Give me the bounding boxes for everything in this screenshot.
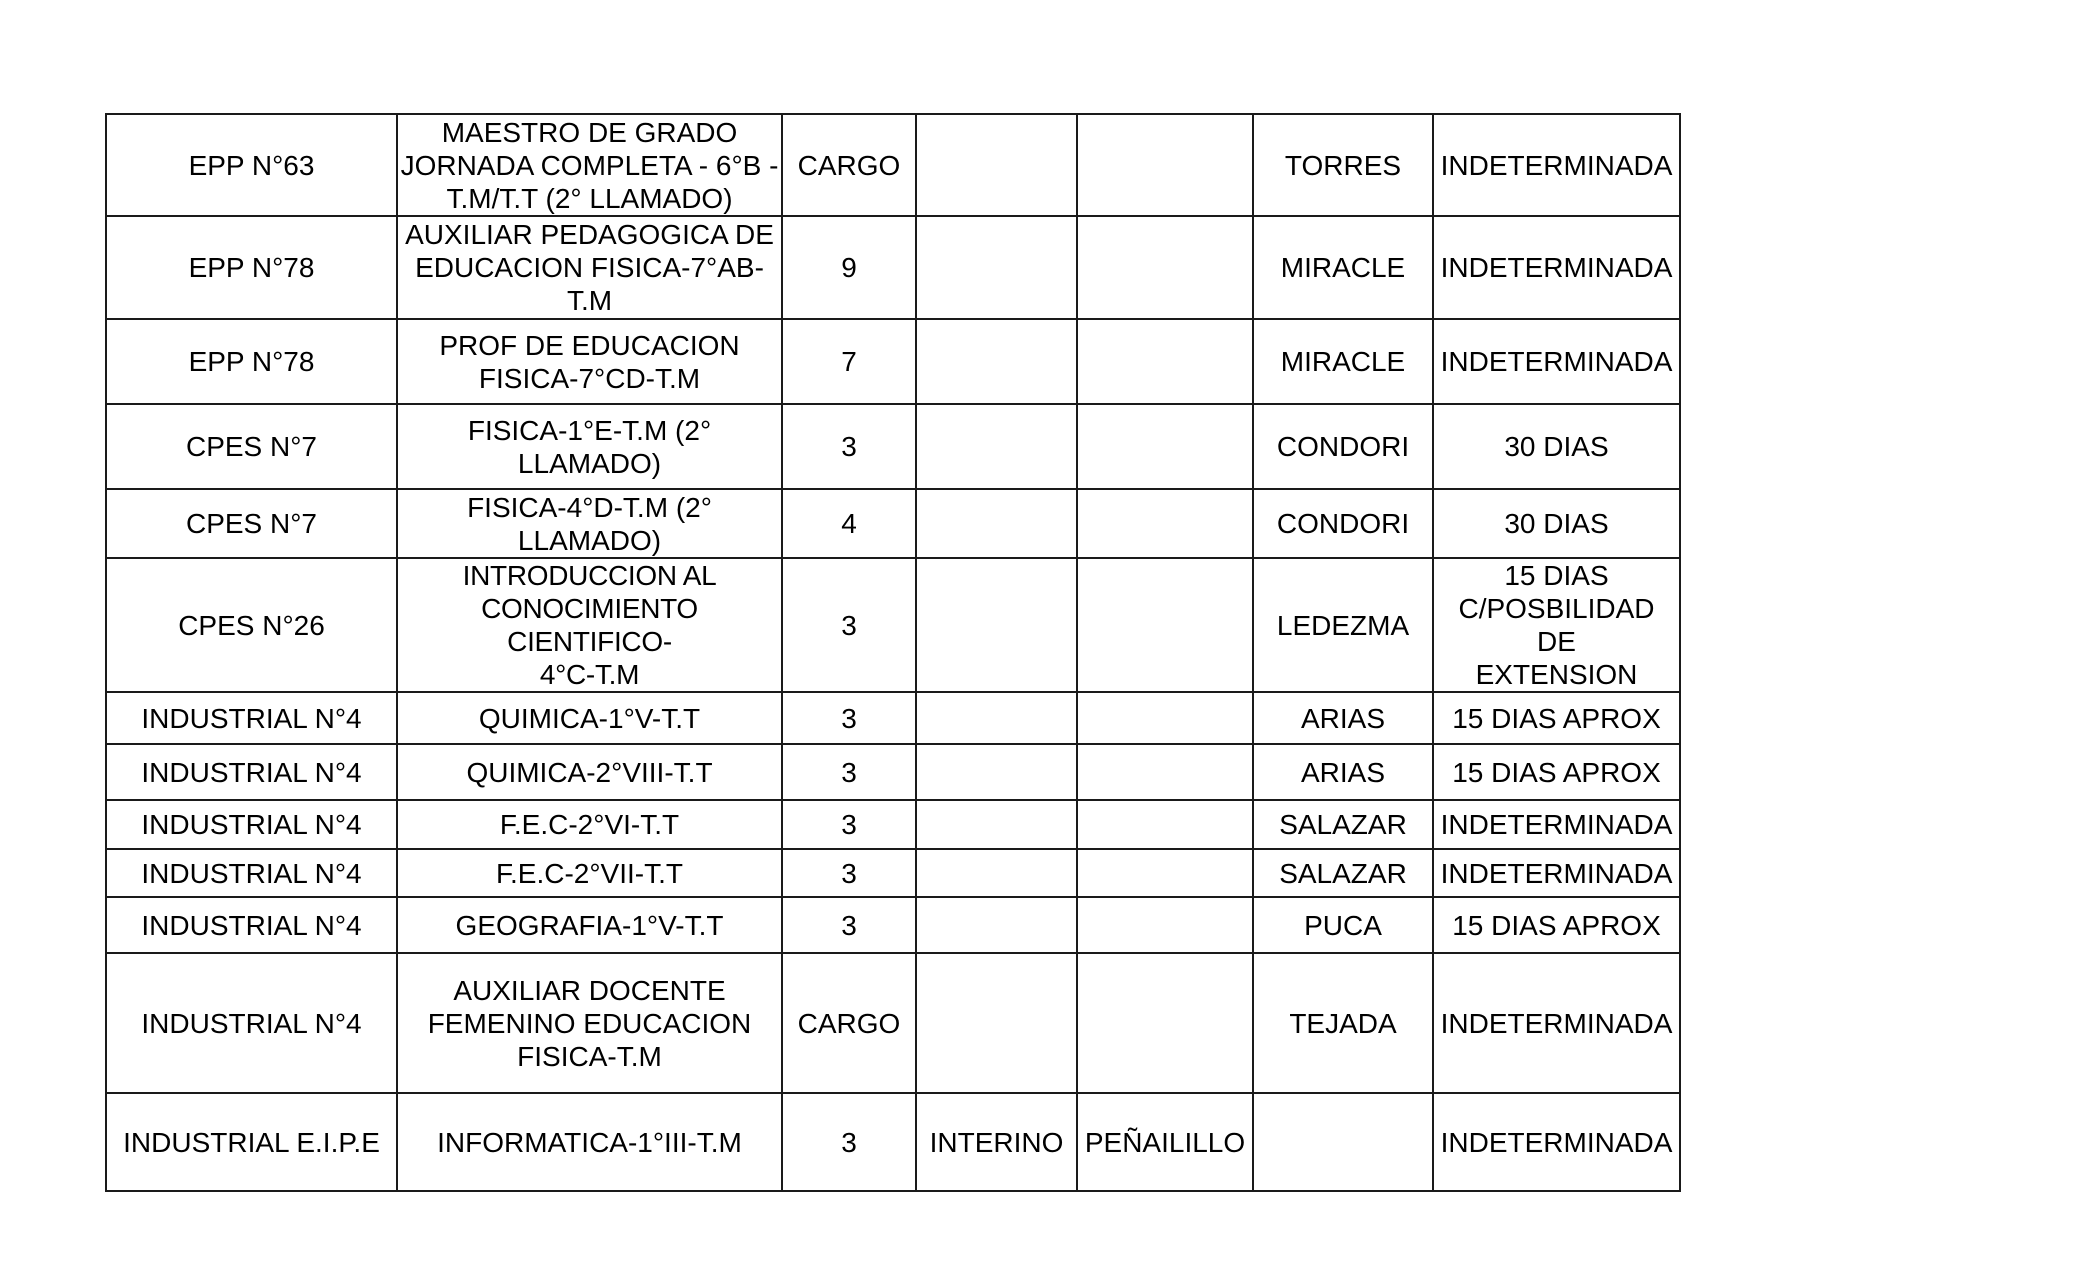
cell-status	[916, 692, 1077, 744]
table-row	[106, 114, 1680, 216]
cell-hours: 3	[782, 404, 916, 489]
cell-subject: AUXILIAR PEDAGOGICA DE EDUCACION FISICA-7°AB- T.M	[397, 216, 782, 319]
table-row	[106, 489, 1680, 558]
cell-school: CPES N°7	[106, 404, 397, 489]
cell-subject: F.E.C-2°VII-T.T	[397, 849, 782, 897]
cell-status	[916, 489, 1077, 558]
cell-school: CPES N°26	[106, 558, 397, 692]
cell-hours: 3	[782, 692, 916, 744]
vacancy-table	[105, 113, 1681, 1192]
cell-status	[916, 558, 1077, 692]
cell-subject: QUIMICA-1°V-T.T	[397, 692, 782, 744]
cell-holder	[1077, 114, 1253, 216]
table-row	[106, 849, 1680, 897]
cell-school: INDUSTRIAL E.I.P.E	[106, 1093, 397, 1191]
cell-duration: INDETERMINADA	[1433, 953, 1680, 1093]
cell-duration: INDETERMINADA	[1433, 1093, 1680, 1191]
table-row	[106, 953, 1680, 1093]
cell-subject: AUXILIAR DOCENTE FEMENINO EDUCACION FISICA-T.M	[397, 953, 782, 1093]
cell-school: EPP N°78	[106, 216, 397, 319]
cell-status	[916, 216, 1077, 319]
cell-replaced: ARIAS	[1253, 744, 1433, 800]
cell-holder	[1077, 489, 1253, 558]
cell-duration: INDETERMINADA	[1433, 216, 1680, 319]
cell-holder	[1077, 692, 1253, 744]
cell-subject: GEOGRAFIA-1°V-T.T	[397, 897, 782, 953]
cell-school: INDUSTRIAL N°4	[106, 692, 397, 744]
cell-hours: CARGO	[782, 953, 916, 1093]
cell-duration: 15 DIAS APROX	[1433, 897, 1680, 953]
cell-duration: 15 DIAS APROX	[1433, 692, 1680, 744]
cell-hours: 4	[782, 489, 916, 558]
cell-holder	[1077, 744, 1253, 800]
table-row	[106, 216, 1680, 319]
cell-holder	[1077, 953, 1253, 1093]
cell-subject: MAESTRO DE GRADO JORNADA COMPLETA - 6°B - T.M/T.T (2° LLAMADO)	[397, 114, 782, 216]
cell-status	[916, 953, 1077, 1093]
cell-subject: INFORMATICA-1°III-T.M	[397, 1093, 782, 1191]
cell-replaced: MIRACLE	[1253, 319, 1433, 404]
cell-replaced: LEDEZMA	[1253, 558, 1433, 692]
cell-school: CPES N°7	[106, 489, 397, 558]
cell-hours: 3	[782, 849, 916, 897]
cell-holder	[1077, 404, 1253, 489]
cell-school: INDUSTRIAL N°4	[106, 800, 397, 849]
cell-school: INDUSTRIAL N°4	[106, 744, 397, 800]
cell-subject: INTRODUCCION AL CONOCIMIENTO CIENTIFICO- 4°C-T.M	[397, 558, 782, 692]
cell-school: EPP N°63	[106, 114, 397, 216]
table-row	[106, 744, 1680, 800]
cell-replaced: PUCA	[1253, 897, 1433, 953]
cell-holder	[1077, 849, 1253, 897]
table-row	[106, 897, 1680, 953]
cell-status	[916, 404, 1077, 489]
cell-holder: PEÑAILILLO	[1077, 1093, 1253, 1191]
table-row	[106, 692, 1680, 744]
cell-school: INDUSTRIAL N°4	[106, 953, 397, 1093]
cell-status	[916, 319, 1077, 404]
cell-hours: 7	[782, 319, 916, 404]
cell-status	[916, 114, 1077, 216]
cell-replaced: SALAZAR	[1253, 849, 1433, 897]
table-row	[106, 404, 1680, 489]
cell-replaced: TORRES	[1253, 114, 1433, 216]
cell-status	[916, 849, 1077, 897]
cell-subject: PROF DE EDUCACION FISICA-7°CD-T.M	[397, 319, 782, 404]
cell-replaced: MIRACLE	[1253, 216, 1433, 319]
cell-status: INTERINO	[916, 1093, 1077, 1191]
cell-holder	[1077, 319, 1253, 404]
cell-school: INDUSTRIAL N°4	[106, 849, 397, 897]
cell-duration: INDETERMINADA	[1433, 114, 1680, 216]
cell-hours: 9	[782, 216, 916, 319]
table-row	[106, 800, 1680, 849]
cell-subject: QUIMICA-2°VIII-T.T	[397, 744, 782, 800]
table-row	[106, 558, 1680, 692]
cell-status	[916, 744, 1077, 800]
cell-holder	[1077, 216, 1253, 319]
cell-hours: 3	[782, 897, 916, 953]
cell-replaced: CONDORI	[1253, 404, 1433, 489]
cell-school: INDUSTRIAL N°4	[106, 897, 397, 953]
cell-subject: FISICA-4°D-T.M (2° LLAMADO)	[397, 489, 782, 558]
cell-duration: 30 DIAS	[1433, 404, 1680, 489]
cell-status	[916, 800, 1077, 849]
cell-replaced: ARIAS	[1253, 692, 1433, 744]
cell-hours: CARGO	[782, 114, 916, 216]
cell-hours: 3	[782, 1093, 916, 1191]
cell-replaced	[1253, 1093, 1433, 1191]
cell-holder	[1077, 800, 1253, 849]
cell-subject: F.E.C-2°VI-T.T	[397, 800, 782, 849]
cell-hours: 3	[782, 558, 916, 692]
table-row	[106, 319, 1680, 404]
cell-hours: 3	[782, 744, 916, 800]
cell-holder	[1077, 558, 1253, 692]
cell-duration: INDETERMINADA	[1433, 800, 1680, 849]
cell-school: EPP N°78	[106, 319, 397, 404]
cell-duration: 30 DIAS	[1433, 489, 1680, 558]
cell-hours: 3	[782, 800, 916, 849]
cell-holder	[1077, 897, 1253, 953]
table-row	[106, 1093, 1680, 1191]
cell-replaced: SALAZAR	[1253, 800, 1433, 849]
cell-replaced: CONDORI	[1253, 489, 1433, 558]
cell-duration: 15 DIAS APROX	[1433, 744, 1680, 800]
cell-subject: FISICA-1°E-T.M (2° LLAMADO)	[397, 404, 782, 489]
cell-duration: 15 DIAS C/POSBILIDAD DE EXTENSION	[1433, 558, 1680, 692]
cell-duration: INDETERMINADA	[1433, 849, 1680, 897]
cell-replaced: TEJADA	[1253, 953, 1433, 1093]
cell-status	[916, 897, 1077, 953]
cell-duration: INDETERMINADA	[1433, 319, 1680, 404]
